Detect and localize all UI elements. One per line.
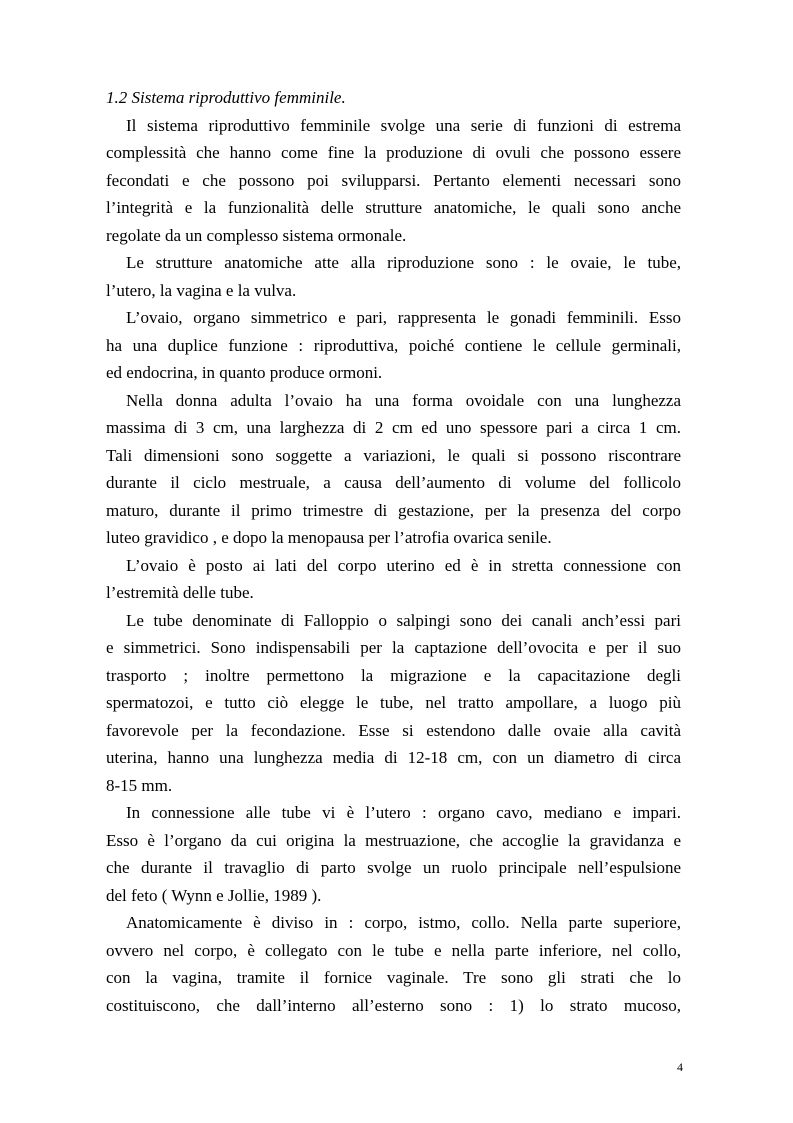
text-line: Anatomicamente è diviso in : corpo, istmo, collo. Nella parte superiore, bbox=[126, 913, 681, 932]
text-line: spermatozoi, e tutto ciò elegge le tube, nel tratto ampollare, a luogo più bbox=[106, 693, 681, 712]
text-line: che durante il travaglio di parto svolge un ruolo principale nell’espulsione bbox=[106, 858, 681, 877]
text-line: trasporto ; inoltre permettono la migrazione e la capacitazione degli bbox=[106, 665, 681, 685]
text-line: e simmetrici. Sono indispensabili per la captazione dell’ovocita e per il suo bbox=[106, 638, 681, 657]
paragraph bbox=[106, 552, 681, 607]
text-line: In connessione alle tube vi è l’utero : organo cavo, mediano e impari. bbox=[126, 803, 681, 822]
text-line: ovvero nel corpo, è collegato con le tube e nella parte inferiore, nel collo, bbox=[106, 940, 681, 960]
paragraph bbox=[106, 112, 681, 250]
text-line: ed endocrina, in quanto produce ormoni. bbox=[106, 363, 383, 382]
text-line: fecondati e che possono poi svilupparsi. Pertanto elementi necessari sono bbox=[106, 170, 681, 190]
paragraph bbox=[106, 304, 681, 387]
text-line: uterina, hanno una lunghezza media di 12-18 cm, con un diametro di circa bbox=[106, 748, 681, 767]
text-line: massima di 3 cm, una larghezza di 2 cm ed uno spessore pari a circa 1 cm. bbox=[106, 418, 681, 437]
paragraph bbox=[106, 607, 681, 800]
text-line: ha una duplice funzione : riproduttiva, poiché contiene le cellule germinali, bbox=[106, 335, 681, 355]
text-line: maturo, durante il primo trimestre di gestazione, per la presenza del corpo bbox=[106, 500, 681, 520]
text-line: Tali dimensioni sono soggette a variazioni, le quali si possono riscontrare bbox=[106, 445, 681, 465]
text-line: costituiscono, che dall’interno all’esterno sono : 1) lo strato mucoso, bbox=[106, 995, 681, 1015]
body-text bbox=[106, 112, 681, 1020]
text-line: Il sistema riproduttivo femminile svolge una serie di funzioni di estrema bbox=[126, 115, 681, 135]
text-line: l’estremità delle tube. bbox=[106, 583, 254, 602]
text-line: con la vagina, tramite il fornice vaginale. Tre sono gli strati che lo bbox=[106, 968, 681, 987]
text-line: L’ovaio è posto ai lati del corpo uterino ed è in stretta connessione con bbox=[126, 555, 681, 575]
document-page bbox=[106, 84, 681, 1019]
text-line: l’utero, la vagina e la vulva. bbox=[106, 280, 297, 300]
section-heading: 1.2 Sistema riproduttivo femminile. bbox=[106, 88, 346, 107]
page-number: 4 bbox=[677, 1060, 683, 1074]
text-line: del feto ( Wynn e Jollie, 1989 ). bbox=[106, 885, 322, 905]
text-line: 8-15 mm. bbox=[106, 775, 173, 795]
paragraph bbox=[106, 387, 681, 552]
text-line: regolate da un complesso sistema ormonale. bbox=[106, 225, 407, 245]
text-line: complessità che hanno come fine la produzione di ovuli che possono essere bbox=[106, 143, 681, 162]
paragraph bbox=[106, 249, 681, 304]
text-line: Le strutture anatomiche atte alla riproduzione sono : le ovaie, le tube, bbox=[126, 253, 681, 272]
paragraph bbox=[106, 799, 681, 909]
text-line: l’integrità e la funzionalità delle strutture anatomiche, le quali sono anche bbox=[106, 198, 681, 217]
text-line: favorevole per la fecondazione. Esse si estendono dalle ovaie alla cavità bbox=[106, 720, 681, 740]
text-line: Le tube denominate di Falloppio o salpingi sono dei canali anch’essi pari bbox=[126, 610, 681, 630]
text-line: luteo gravidico , e dopo la menopausa per l’atrofia ovarica senile. bbox=[106, 528, 552, 547]
paragraph bbox=[106, 909, 681, 1019]
text-line: L’ovaio, organo simmetrico e pari, rappresenta le gonadi femminili. Esso bbox=[126, 308, 681, 327]
text-line: Esso è l’organo da cui origina la mestruazione, che accoglie la gravidanza e bbox=[106, 830, 681, 850]
text-line: Nella donna adulta l’ovaio ha una forma ovoidale con una lunghezza bbox=[126, 390, 681, 410]
text-line: durante il ciclo mestruale, a causa dell’aumento di volume del follicolo bbox=[106, 473, 681, 492]
